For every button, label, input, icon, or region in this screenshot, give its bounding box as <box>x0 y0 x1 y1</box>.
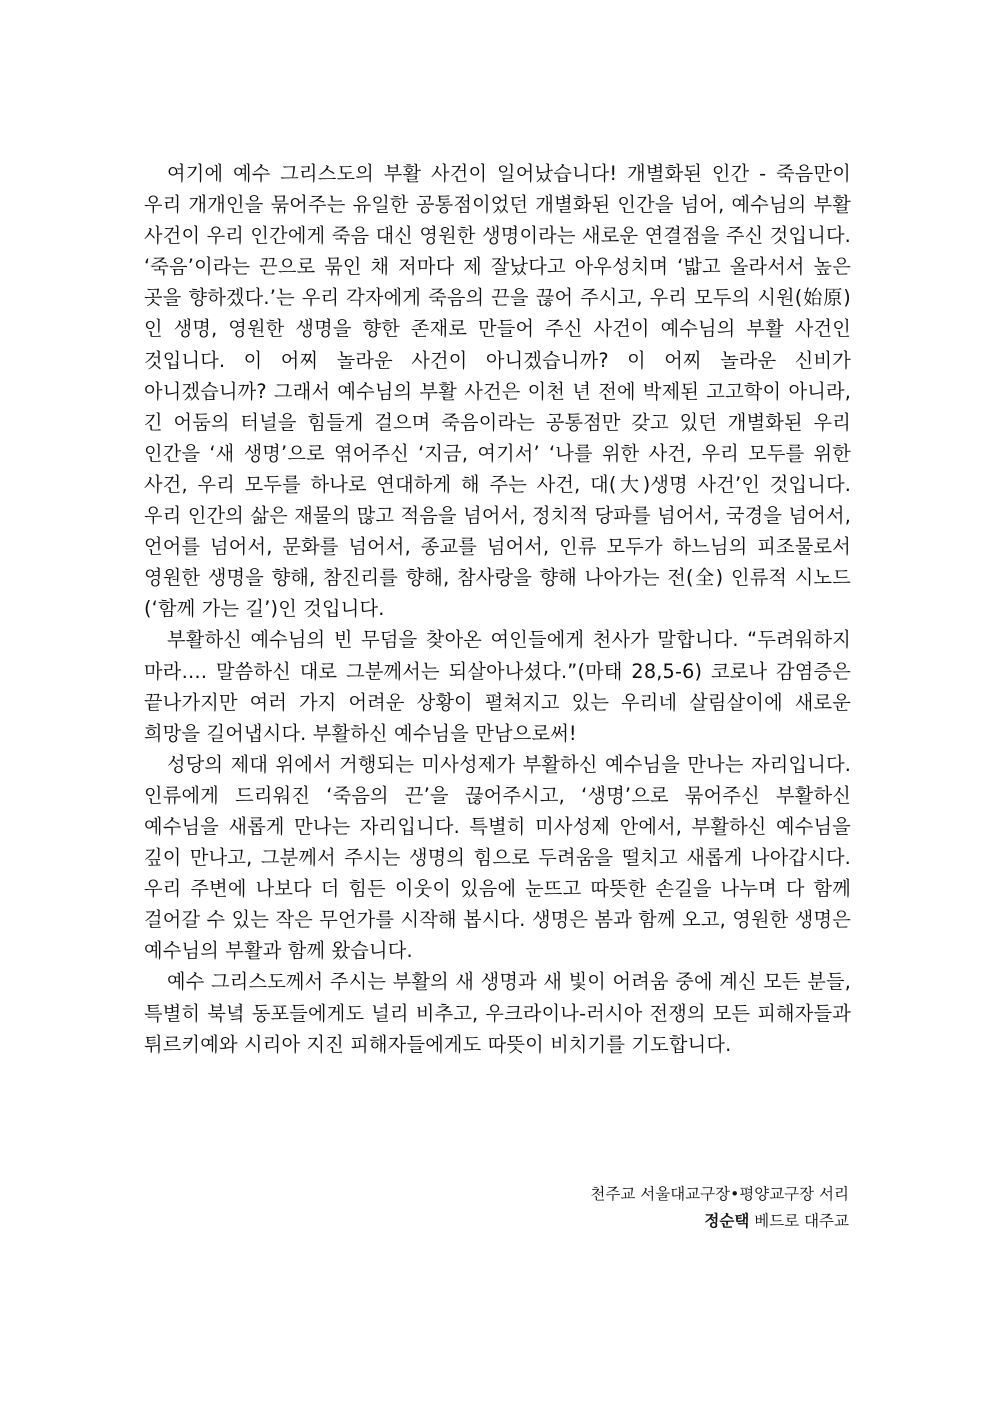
signature-role: 베드로 대주교 <box>749 1212 849 1230</box>
signature-name: 정순택 <box>704 1212 750 1230</box>
paragraph-1: 여기에 예수 그리스도의 부활 사건이 일어났습니다! 개별화된 인간 - 죽음만이 우리 개개인을 묶어주는 유일한 공통점이었던 개별화된 인간을 넘어, 예수님의 부활 사건이 우리 인간에게 죽음 대신 영원한 생명이라는 새로운 연결점을 주신 것입니다. ‘죽음’이라는 끈으로 묶인 채 저마다 제 잘났다고 아우성치며 ‘밟고 올라서서 높은 곳을 향하겠다.’는 우리 각자에게 죽음의 끈을 끊어 주시고, 우리 모두의 시원(始原)인 생명, 영원한 생명을 향한 존재로 만들어 주신 사건이 예수님의 부활 사건인 것입니다. 이 어찌 놀라운 사건이 아니겠습니까? 이 어찌 놀라운 신비가 아니겠습니까? 그래서 예수님의 부활 사건은 이천 년 전에 박제된 고고학이 아니라, 긴 어둠의 터널을 힘들게 걸으며 죽음이라는 공통점만 갖고 있던 개별화된 우리 인간을 ‘새 생명’으로 엮어주신 ‘지금, 여기서’ ‘나를 위한 사건, 우리 모두를 위한 사건, 우리 모두를 하나로 연대하게 해 주는 사건, 대(大)생명 사건’인 것입니다. 우리 인간의 삶은 재물의 많고 적음을 넘어서, 정치적 당파를 넘어서, 국경을 넘어서, 언어를 넘어서, 문화를 넘어서, 종교를 넘어서, 인류 모두가 하느님의 피조물로서 영원한 생명을 향해, 참진리를 향해, 참사랑을 향해 나아가는 전(全) 인류적 시노드(‘함께 가는 길’)인 것입니다. <box>144 162 851 621</box>
signature-block <box>590 1181 849 1235</box>
letter-body <box>144 158 851 1060</box>
paragraph-3: 성당의 제대 위에서 거행되는 미사성제가 부활하신 예수님을 만나는 자리입니다. 인류에게 드리워진 ‘죽음의 끈’을 끊어주시고, ‘생명’으로 묶어주신 부활하신 예수님을 새롭게 만나는 자리입니다. 특별히 미사성제 안에서, 부활하신 예수님을 깊이 만나고, 그분께서 주시는 생명의 힘으로 두려움을 떨치고 새롭게 나아갑시다. 우리 주변에 나보다 더 힘든 이웃이 있음에 눈뜨고 따뜻한 손길을 나누며 다 함께 걸어갈 수 있는 작은 무언가를 시작해 봅시다. 생명은 봄과 함께 오고, 영원한 생명은 예수님의 부활과 함께 왔습니다. <box>144 752 851 963</box>
paragraph-4: 예수 그리스도께서 주시는 부활의 새 생명과 새 빛이 어려움 중에 계신 모든 분들, 특별히 북녘 동포들에게도 널리 비추고, 우크라이나-러시아 전쟁의 모든 피해자들과 튀르키예와 시리아 지진 피해자들에게도 따뜻이 비치기를 기도합니다. <box>144 970 851 1056</box>
signature-name-line <box>590 1208 849 1235</box>
signature-title: 천주교 서울대교구장•평양교구장 서리 <box>590 1185 849 1203</box>
paragraph-2: 부활하신 예수님의 빈 무덤을 찾아온 여인들에게 천사가 말합니다. “두려워하지 마라…. 말씀하신 대로 그분께서는 되살아나셨다.”(마태 28,5-6) 코로나 감염증은 끝나가지만 여러 가지 어려운 상황이 펼쳐지고 있는 우리네 살림살이에 새로운 희망을 길어냅시다. 부활하신 예수님을 만남으로써! <box>144 628 851 745</box>
